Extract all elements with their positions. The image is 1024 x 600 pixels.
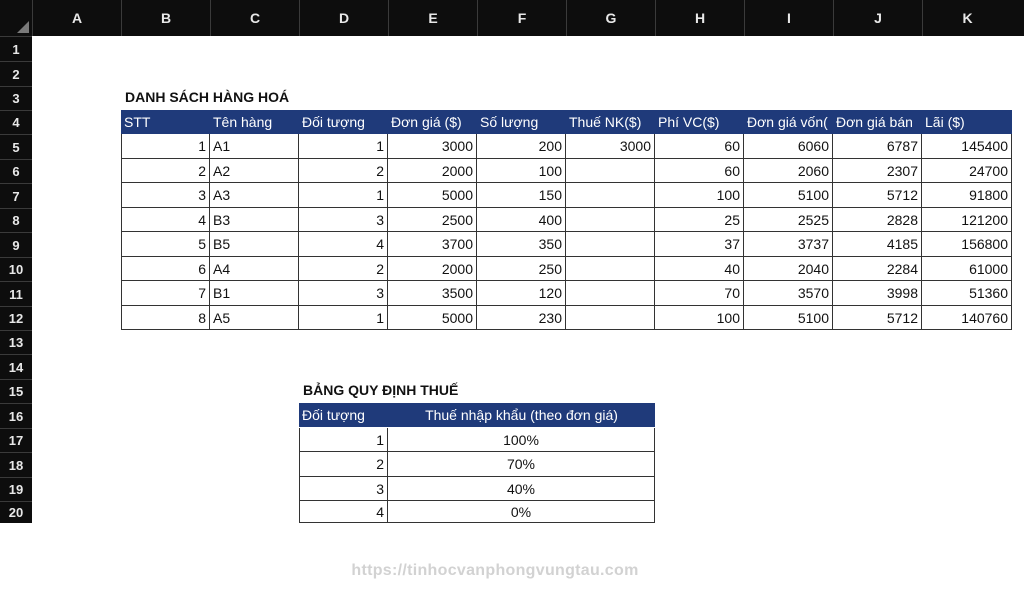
goods-header-cell[interactable]: STT [121, 110, 210, 134]
goods-data-cell[interactable]: 100 [477, 159, 566, 183]
row-header-7[interactable]: 7 [0, 183, 32, 208]
tax-data-cell[interactable]: 3 [299, 477, 388, 501]
row-header-15[interactable]: 15 [0, 379, 32, 403]
goods-data-cell[interactable]: 230 [477, 306, 566, 330]
goods-header-cell[interactable]: Tên hàng [210, 110, 299, 134]
row-header-18[interactable]: 18 [0, 452, 32, 477]
tax-data-cell[interactable]: 4 [299, 501, 388, 523]
goods-data-cell[interactable]: 2 [299, 159, 388, 183]
column-header-g[interactable]: G [566, 0, 655, 36]
goods-data-cell[interactable]: 121200 [922, 208, 1012, 232]
goods-data-cell[interactable]: 150 [477, 183, 566, 208]
goods-data-cell[interactable]: 60 [655, 134, 744, 159]
goods-data-cell[interactable]: 1 [299, 183, 388, 208]
goods-data-cell[interactable]: 5712 [833, 306, 922, 330]
row-header-13[interactable]: 13 [0, 330, 32, 354]
watermark-text: https://tinhocvanphongvungtau.com [351, 562, 639, 579]
goods-header-cell[interactable]: Đơn giá ($) [388, 110, 477, 134]
goods-data-cell[interactable]: A2 [210, 159, 299, 183]
tax-header-cell[interactable]: Đối tượng [299, 403, 388, 427]
goods-data-cell[interactable]: 8 [121, 306, 210, 330]
row-header-9[interactable]: 9 [0, 232, 32, 257]
row-header-19[interactable]: 19 [0, 477, 32, 501]
row-header-1[interactable]: 1 [0, 36, 32, 61]
tax-data-cell[interactable]: 1 [299, 428, 388, 452]
goods-data-cell[interactable] [566, 232, 655, 257]
goods-data-cell[interactable]: 4185 [833, 232, 922, 257]
column-header-e[interactable]: E [388, 0, 477, 36]
goods-data-cell[interactable]: 100 [655, 306, 744, 330]
goods-data-cell[interactable]: 5000 [388, 183, 477, 208]
goods-data-cell[interactable]: 24700 [922, 159, 1012, 183]
goods-data-cell[interactable]: 3570 [744, 281, 833, 306]
goods-data-cell[interactable]: 3737 [744, 232, 833, 257]
goods-header-cell[interactable]: Phí VC($) [655, 110, 744, 134]
goods-data-cell[interactable]: 6060 [744, 134, 833, 159]
column-header-i[interactable]: I [744, 0, 833, 36]
row-header-5[interactable]: 5 [0, 134, 32, 159]
goods-data-cell[interactable]: B5 [210, 232, 299, 257]
goods-data-cell[interactable] [566, 183, 655, 208]
goods-data-cell[interactable]: A5 [210, 306, 299, 330]
goods-data-cell[interactable]: 350 [477, 232, 566, 257]
goods-header-cell[interactable]: Thuế NK($) [566, 110, 655, 134]
goods-data-cell[interactable]: 37 [655, 232, 744, 257]
goods-data-cell[interactable]: 3 [299, 281, 388, 306]
goods-data-cell[interactable]: 2828 [833, 208, 922, 232]
tax-header-cell[interactable]: Thuế nhập khẩu (theo đơn giá) [388, 403, 655, 427]
tax-data-cell[interactable]: 100% [388, 428, 655, 452]
row-header-8[interactable]: 8 [0, 208, 32, 232]
goods-data-cell[interactable]: 25 [655, 208, 744, 232]
column-header-k[interactable]: K [922, 0, 1012, 36]
goods-data-cell[interactable]: 2525 [744, 208, 833, 232]
goods-data-cell[interactable]: 2284 [833, 257, 922, 281]
column-header-d[interactable]: D [299, 0, 388, 36]
goods-data-cell[interactable]: 2 [121, 159, 210, 183]
row-header-20[interactable]: 20 [0, 501, 32, 523]
goods-data-cell[interactable]: 2060 [744, 159, 833, 183]
row-header-6[interactable]: 6 [0, 159, 32, 183]
goods-data-cell[interactable]: 7 [121, 281, 210, 306]
goods-data-cell[interactable]: B3 [210, 208, 299, 232]
goods-data-cell[interactable]: B1 [210, 281, 299, 306]
goods-data-cell[interactable]: 51360 [922, 281, 1012, 306]
goods-data-cell[interactable]: 2 [299, 257, 388, 281]
goods-data-cell[interactable] [566, 306, 655, 330]
goods-data-cell[interactable]: 4 [299, 232, 388, 257]
row-header-bar [0, 36, 32, 523]
column-header-f[interactable]: F [477, 0, 566, 36]
column-header-b[interactable]: B [121, 0, 210, 36]
goods-data-cell[interactable]: 4 [121, 208, 210, 232]
goods-header-cell[interactable]: Đối tượng [299, 110, 388, 134]
goods-data-cell[interactable]: 200 [477, 134, 566, 159]
row-header-10[interactable]: 10 [0, 257, 32, 281]
goods-data-cell[interactable]: 2000 [388, 257, 477, 281]
goods-data-cell[interactable]: 400 [477, 208, 566, 232]
tax-data-cell[interactable]: 40% [388, 477, 655, 501]
goods-data-cell[interactable]: 3998 [833, 281, 922, 306]
row-header-4[interactable]: 4 [0, 110, 32, 134]
tax-data-cell[interactable]: 70% [388, 452, 655, 477]
goods-data-cell[interactable]: 6 [121, 257, 210, 281]
goods-data-cell[interactable]: 3 [121, 183, 210, 208]
column-header-c[interactable]: C [210, 0, 299, 36]
goods-data-cell[interactable]: 2040 [744, 257, 833, 281]
goods-data-cell[interactable]: 250 [477, 257, 566, 281]
goods-data-cell[interactable]: 91800 [922, 183, 1012, 208]
goods-header-cell[interactable]: Lãi ($) [922, 110, 1012, 134]
goods-data-cell[interactable]: 1 [299, 306, 388, 330]
goods-data-cell[interactable]: 6787 [833, 134, 922, 159]
goods-data-cell[interactable]: 120 [477, 281, 566, 306]
goods-data-cell[interactable]: 145400 [922, 134, 1012, 159]
goods-data-cell[interactable]: 2307 [833, 159, 922, 183]
goods-data-cell[interactable] [566, 257, 655, 281]
goods-data-cell[interactable]: 5712 [833, 183, 922, 208]
goods-data-cell[interactable]: 3000 [566, 134, 655, 159]
goods-data-cell[interactable]: 1 [299, 134, 388, 159]
row-header-12[interactable]: 12 [0, 306, 32, 330]
goods-data-cell[interactable]: 3000 [388, 134, 477, 159]
tax-data-cell[interactable]: 2 [299, 452, 388, 477]
goods-data-cell[interactable]: 5000 [388, 306, 477, 330]
tax-table-title: BẢNG QUY ĐỊNH THUẾ [303, 382, 459, 398]
goods-data-cell[interactable]: A3 [210, 183, 299, 208]
row-header-17[interactable]: 17 [0, 428, 32, 452]
goods-data-cell[interactable]: 100 [655, 183, 744, 208]
goods-header-cell[interactable]: Số lượng [477, 110, 566, 134]
goods-data-cell[interactable]: 2500 [388, 208, 477, 232]
goods-header-cell[interactable]: Đơn giá vốn( [744, 110, 833, 134]
goods-data-cell[interactable]: 5100 [744, 183, 833, 208]
goods-data-cell[interactable] [566, 208, 655, 232]
goods-data-cell[interactable] [566, 281, 655, 306]
row-header-3[interactable]: 3 [0, 86, 32, 110]
tax-data-cell[interactable]: 0% [388, 501, 655, 523]
goods-data-cell[interactable] [566, 159, 655, 183]
column-header-bar [0, 0, 1024, 36]
column-header-a[interactable]: A [32, 0, 121, 36]
goods-data-cell[interactable]: 61000 [922, 257, 1012, 281]
goods-data-cell[interactable]: 140760 [922, 306, 1012, 330]
row-header-11[interactable]: 11 [0, 281, 32, 306]
goods-header-cell[interactable]: Đơn giá bán [833, 110, 922, 134]
goods-data-cell[interactable]: 3500 [388, 281, 477, 306]
row-header-2[interactable]: 2 [0, 61, 32, 86]
goods-data-cell[interactable]: 3700 [388, 232, 477, 257]
column-header-j[interactable]: J [833, 0, 922, 36]
goods-data-cell[interactable]: A1 [210, 134, 299, 159]
goods-data-cell[interactable]: 60 [655, 159, 744, 183]
goods-data-cell[interactable]: 40 [655, 257, 744, 281]
goods-data-cell[interactable]: 2000 [388, 159, 477, 183]
row-header-14[interactable]: 14 [0, 354, 32, 379]
column-header-h[interactable]: H [655, 0, 744, 36]
goods-data-cell[interactable]: 5 [121, 232, 210, 257]
goods-data-cell[interactable]: 70 [655, 281, 744, 306]
goods-data-cell[interactable]: 1 [121, 134, 210, 159]
goods-data-cell[interactable]: 156800 [922, 232, 1012, 257]
goods-data-cell[interactable]: A4 [210, 257, 299, 281]
goods-data-cell[interactable]: 5100 [744, 306, 833, 330]
goods-data-cell[interactable]: 3 [299, 208, 388, 232]
select-all-corner[interactable] [0, 0, 32, 36]
row-header-16[interactable]: 16 [0, 403, 32, 428]
goods-table-title: DANH SÁCH HÀNG HOÁ [125, 89, 290, 105]
